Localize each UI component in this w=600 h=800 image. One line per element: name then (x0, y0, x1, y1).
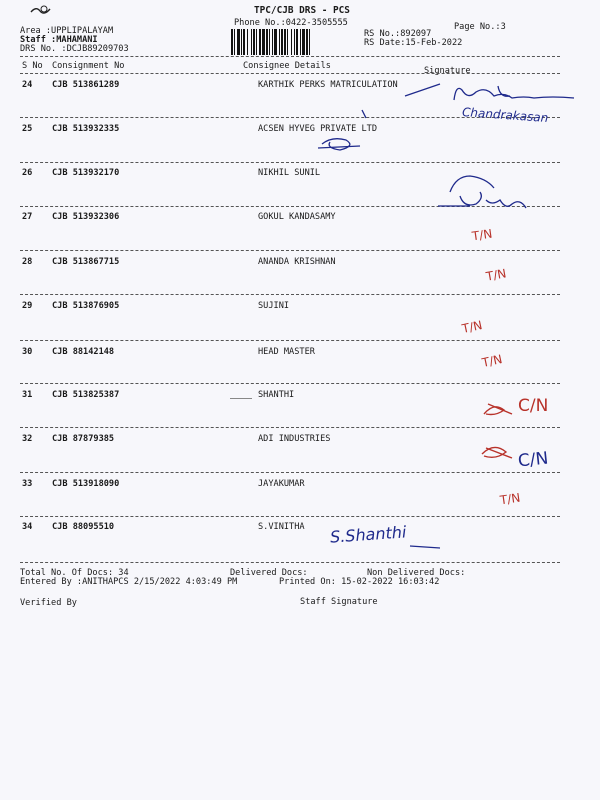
row-consignment: CJB 513876905 (52, 301, 120, 311)
non-delivered-docs: Non Delivered Docs: (367, 568, 466, 578)
red-mark-row-31 (484, 404, 512, 415)
handwritten-name-row-24: Chandrakasan (461, 105, 549, 125)
row-consignee: ACSEN HYVEG PRIVATE LTD (258, 124, 377, 134)
row-consignee: S.VINITHA (258, 522, 305, 532)
row-consignee: JAYAKUMAR (258, 479, 305, 489)
drs-number: DRS No. :DCJB89209703 (20, 44, 129, 54)
row-consignee: SUJINI (258, 301, 290, 311)
row-consignment: CJB 513861289 (52, 80, 120, 90)
page-number: Page No.:3 (454, 22, 506, 32)
handwritten-tn-row-29: T/N (460, 318, 484, 336)
rs-number: RS No.:892097 (364, 29, 432, 39)
row-consignee: SHANTHI (258, 390, 295, 400)
entered-by: Entered By :ANITHAPCS 2/15/2022 4:03:49 PM (20, 577, 238, 587)
phone-number: Phone No.:0422-3505555 (234, 18, 348, 28)
row-consignee: HEAD MASTER (258, 347, 315, 357)
staff-signature: Staff Signature (300, 597, 378, 607)
document-title: TPC/CJB DRS - PCS (254, 5, 350, 16)
row-consignment: CJB 513918090 (52, 479, 120, 489)
total-docs: Total No. Of Docs: 34 (20, 568, 129, 578)
row-sno: 27 (22, 212, 33, 222)
rs-date: RS Date:15-Feb-2022 (364, 38, 463, 48)
staff-label: Staff :MAHAMANI (20, 35, 98, 45)
col-header-consignment: Consignment No (52, 61, 125, 71)
row-consignee: GOKUL KANDASAMY (258, 212, 336, 222)
row-consignment: CJB 513867715 (52, 257, 120, 267)
row-sno: 26 (22, 168, 33, 178)
row-consignee: ADI INDUSTRIES (258, 434, 331, 444)
red-mark-row-32 (482, 447, 512, 458)
handwritten-tn-row-28: T/N (484, 266, 508, 284)
signature-row-34-underline (410, 546, 440, 548)
handwritten-tn-row-30: T/N (480, 352, 504, 370)
signature-row-25 (318, 110, 366, 150)
signature-row-24 (405, 84, 574, 100)
area-label: Area :UPPLIPALAYAM (20, 26, 114, 36)
row-sno: 30 (22, 347, 33, 357)
handwritten-tn-row-27: T/N (471, 226, 494, 244)
col-header-signature: Signature (424, 66, 471, 76)
row-consignment: CJB 87879385 (52, 434, 115, 444)
signature-row-26 (438, 176, 526, 208)
row-consignee: NIKHIL SUNIL (258, 168, 321, 178)
handwritten-cn-row-32: C/N (517, 448, 550, 472)
handwritten-tn-row-33: T/N (499, 490, 522, 508)
stray-mark (230, 398, 252, 399)
row-consignment: CJB 513932335 (52, 124, 120, 134)
row-sno: 24 (22, 80, 33, 90)
row-sno: 34 (22, 522, 33, 532)
verified-by: Verified By (20, 598, 77, 608)
row-consignment: CJB 513932170 (52, 168, 120, 178)
row-sno: 25 (22, 124, 33, 134)
row-sno: 31 (22, 390, 33, 400)
row-consignment: CJB 88095510 (52, 522, 115, 532)
row-consignment: CJB 513825387 (52, 390, 120, 400)
row-sno: 32 (22, 434, 33, 444)
row-consignee: KARTHIK PERKS MATRICULATION (258, 80, 398, 90)
row-consignment: CJB 88142148 (52, 347, 115, 357)
row-sno: 29 (22, 301, 33, 311)
printed-on: Printed On: 15-02-2022 16:03:42 (279, 577, 440, 587)
row-sno: 28 (22, 257, 33, 267)
col-header-sno: S No (22, 61, 43, 71)
handwritten-cn-row-31: C/N (518, 396, 549, 416)
row-sno: 33 (22, 479, 33, 489)
handwritten-signature-row-34: S.Shanthi (329, 522, 407, 547)
row-consignee: ANANDA KRISHNAN (258, 257, 336, 267)
delivered-docs: Delivered Docs: (230, 568, 308, 578)
row-consignment: CJB 513932306 (52, 212, 120, 222)
col-header-consignee: Consignee Details (243, 61, 331, 71)
